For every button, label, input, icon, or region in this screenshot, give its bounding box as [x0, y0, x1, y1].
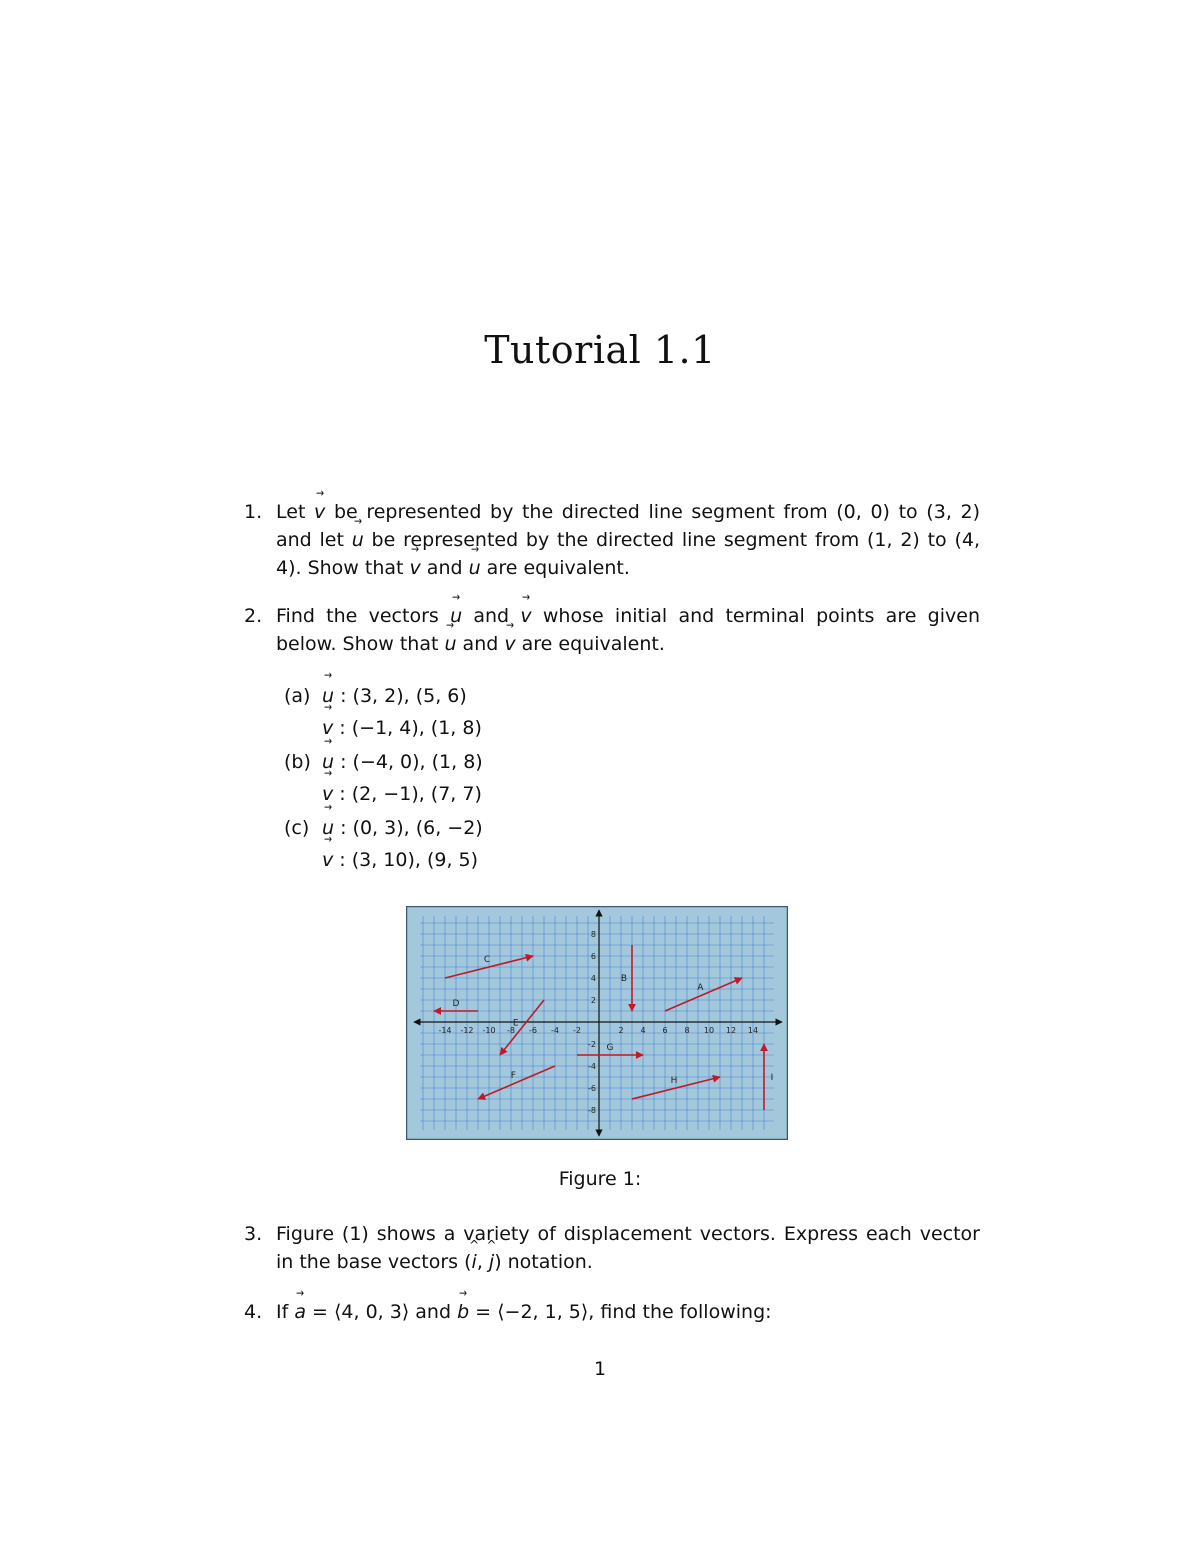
subpart-u-line: → u : (0, 3), (6, −2) [322, 812, 483, 844]
vector-symbol: → v [314, 498, 325, 526]
problem-text: Figure (1) shows a variety of displacement vectors. Express each vector in the base vectors (^ i, ^ j) notation. [276, 1220, 980, 1276]
vector-label: F [510, 1071, 516, 1082]
subpart-b [284, 746, 483, 810]
vector-symbol: → v [322, 778, 333, 810]
x-tick-label: -14 [438, 1026, 452, 1035]
y-tick-label: -2 [588, 1040, 596, 1049]
subpart-label: (c) [284, 817, 310, 839]
figure-background [407, 907, 788, 1140]
y-tick-label: 8 [590, 930, 596, 939]
problem-number: 2. [244, 605, 263, 627]
problem-number: 1. [244, 501, 263, 523]
vector-label: C [483, 955, 491, 966]
vector-label: E [512, 1018, 519, 1029]
vector-symbol: → u [469, 554, 481, 582]
problem-4 [244, 1298, 980, 1326]
y-tick-label: 2 [590, 996, 596, 1005]
problem-text: Let → v be represented by the directed line segment from (0, 0) to (3, 2) and let → u be represented by the directed line segment from (1, 2) to (4, 4). Show that → v and → u are equivalent. [276, 498, 980, 582]
vector-label: D [452, 999, 460, 1009]
subpart-u-line: → u : (−4, 0), (1, 8) [322, 746, 483, 778]
problem-2 [244, 602, 980, 658]
x-tick-label: -2 [573, 1026, 581, 1035]
problem-text: Find the vectors → u and → v whose initial and terminal points are given below. Show that → u and → v are equivalent. [276, 602, 980, 658]
x-tick-label: -6 [529, 1026, 537, 1035]
subpart-label: (a) [284, 685, 311, 707]
vector-symbol: → u [450, 602, 462, 630]
subpart-v-line: → v : (3, 10), (9, 5) [322, 844, 483, 876]
subpart-label: (b) [284, 751, 311, 773]
x-tick-label: -8 [507, 1026, 515, 1035]
vector-symbol: → b [457, 1298, 469, 1326]
x-tick-label: 4 [640, 1026, 646, 1035]
vector-symbol: → a [294, 1298, 306, 1326]
vector-label: A [697, 983, 704, 994]
subpart-u-line: → u : (3, 2), (5, 6) [322, 680, 482, 712]
unit-vector-j: ^ j [489, 1248, 494, 1276]
vector-symbol: → v [322, 844, 333, 876]
page-title: Tutorial 1.1 [484, 328, 716, 372]
subpart-v-line: → v : (2, −1), (7, 7) [322, 778, 483, 810]
problem-text: If → a = ⟨4, 0, 3⟩ and → b = ⟨−2, 1, 5⟩, find the following: [276, 1298, 980, 1326]
vector-symbol: → v [410, 554, 421, 582]
y-tick-label: 4 [590, 974, 596, 983]
x-tick-label: 2 [618, 1026, 624, 1035]
page-number: 1 [593, 1358, 607, 1380]
x-tick-label: 14 [747, 1026, 759, 1035]
x-tick-label: -10 [482, 1026, 496, 1035]
y-tick-label: -8 [588, 1106, 596, 1115]
vector-label: I [770, 1073, 774, 1083]
displacement-vectors-figure [406, 906, 788, 1140]
x-tick-label: 6 [662, 1026, 668, 1035]
vector-label: B [620, 974, 628, 984]
y-tick-label: -4 [588, 1062, 596, 1071]
x-tick-label: 10 [703, 1026, 715, 1035]
problem-1 [244, 498, 980, 582]
vector-symbol: → u [322, 746, 334, 778]
subpart-c [284, 812, 483, 876]
problem-number: 3. [244, 1223, 263, 1245]
problem-number: 4. [244, 1301, 263, 1323]
x-tick-label: 12 [725, 1026, 737, 1035]
subpart-a [284, 680, 482, 744]
x-tick-label: -12 [460, 1026, 474, 1035]
figure-caption: Figure 1: [558, 1168, 642, 1190]
subpart-v-line: → v : (−1, 4), (1, 8) [322, 712, 482, 744]
vector-symbol: → v [322, 712, 333, 744]
x-tick-label: 8 [684, 1026, 690, 1035]
vector-label: G [606, 1043, 614, 1053]
vector-symbol: → v [520, 602, 531, 630]
vector-symbol: → u [322, 680, 334, 712]
y-tick-label: 6 [590, 952, 596, 961]
x-tick-label: -4 [551, 1026, 559, 1035]
vector-symbol: → u [352, 526, 364, 554]
vector-symbol: → v [504, 630, 515, 658]
vector-symbol: → u [322, 812, 334, 844]
vector-symbol: → u [444, 630, 456, 658]
vector-label: H [670, 1076, 678, 1087]
problem-3 [244, 1220, 980, 1276]
unit-vector-i: ^ i [472, 1248, 477, 1276]
y-tick-label: -6 [588, 1084, 596, 1093]
